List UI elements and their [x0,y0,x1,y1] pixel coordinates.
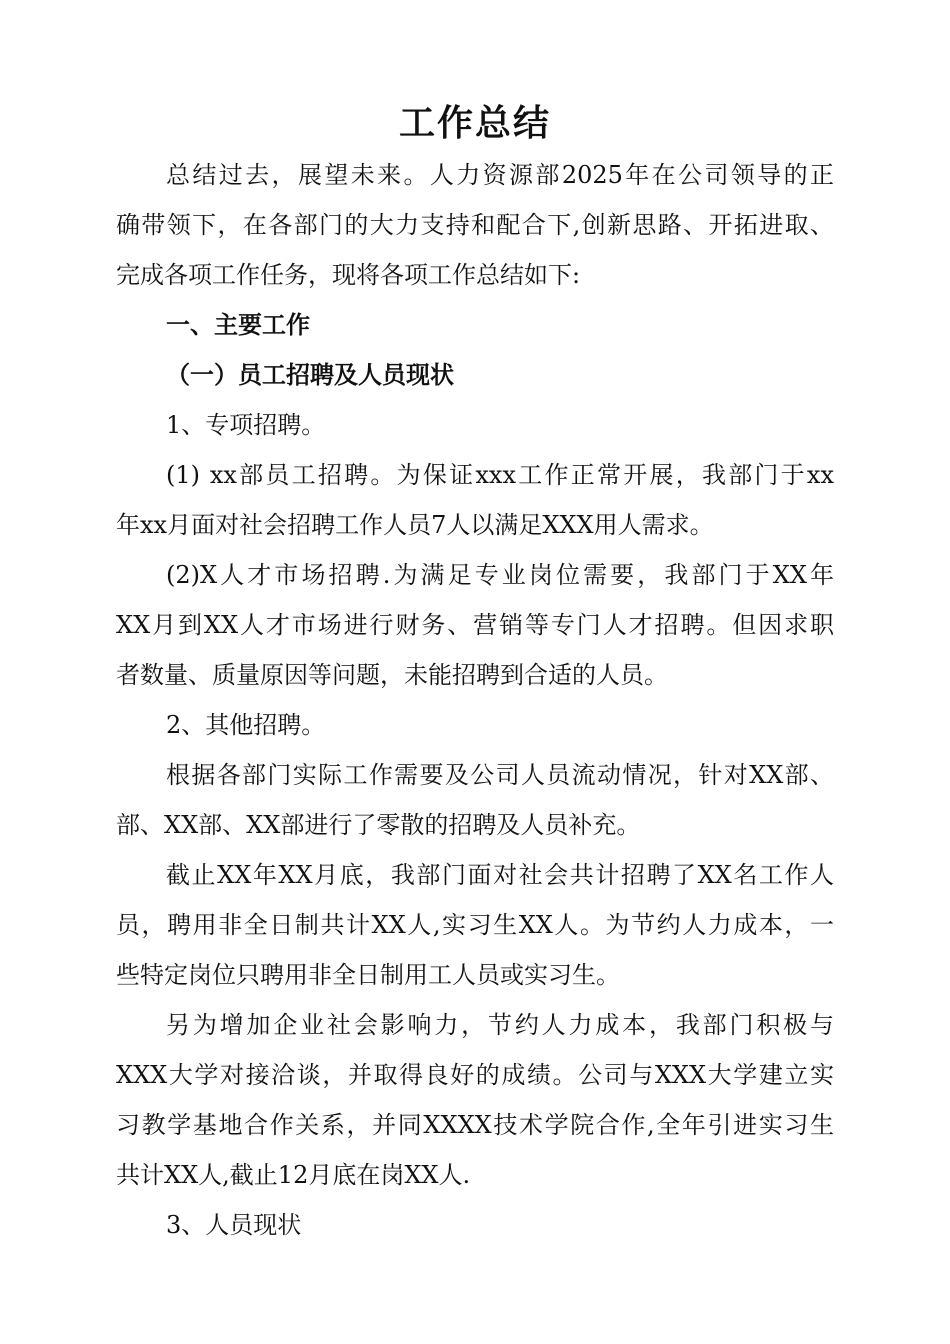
paragraph-line: 些特定岗位只聘用非全日制用工人员或实习生。 [116,961,620,989]
paragraph-line: 年xx月面对社会招聘工作人员7人以满足XXX用人需求。 [116,511,714,539]
item-heading: 1、专项招聘。 [166,411,326,439]
paragraph-line: (1) xx部员工招聘。为保证xxx工作正常开展，我部门于xx [166,461,834,489]
paragraph-line: 确带领下，在各部门的大力支持和配合下,创新思路、开拓进取、 [116,211,834,239]
item-heading: 2、其他招聘。 [166,711,326,739]
paragraph-line: 完成各项工作任务，现将各项工作总结如下: [116,261,581,289]
section-heading: 一、主要工作 [166,311,310,339]
paragraph-line: 截止XX年XX月底，我部门面对社会共计招聘了XX名工作人 [166,861,834,889]
paragraph-line: 者数量、质量原因等问题，未能招聘到合适的人员。 [116,661,668,689]
paragraph-line: 员，聘用非全日制共计XX人,实习生XX人。为节约人力成本，一 [116,911,834,939]
document-title: 工作总结 [398,103,551,144]
item-heading: 3、人员现状 [166,1211,302,1239]
paragraph-line: XX月到XX人才市场进行财务、营销等专门人才招聘。但因求职 [116,611,834,639]
paragraph-line: 部、XX部、XX部进行了零散的招聘及人员补充。 [116,811,641,839]
paragraph-line: (2)X人才市场招聘.为满足专业岗位需要，我部门于XX年 [166,561,834,589]
paragraph-line: 根据各部门实际工作需要及公司人员流动情况，针对XX部、 [166,761,834,789]
paragraph-line: 共计XX人,截止12月底在岗XX人. [116,1161,471,1189]
paragraph-line: 另为增加企业社会影响力，节约人力成本，我部门积极与 [166,1011,834,1039]
subsection-heading: （一）员工招聘及人员现状 [166,361,454,389]
paragraph-line: 总结过去，展望未来。人力资源部2025年在公司领导的正 [166,161,834,189]
paragraph-line: 习教学基地合作关系，并同XXXX技术学院合作,全年引进实习生 [116,1111,834,1139]
paragraph-line: XXX大学对接洽谈，并取得良好的成绩。公司与XXX大学建立实 [116,1061,834,1089]
